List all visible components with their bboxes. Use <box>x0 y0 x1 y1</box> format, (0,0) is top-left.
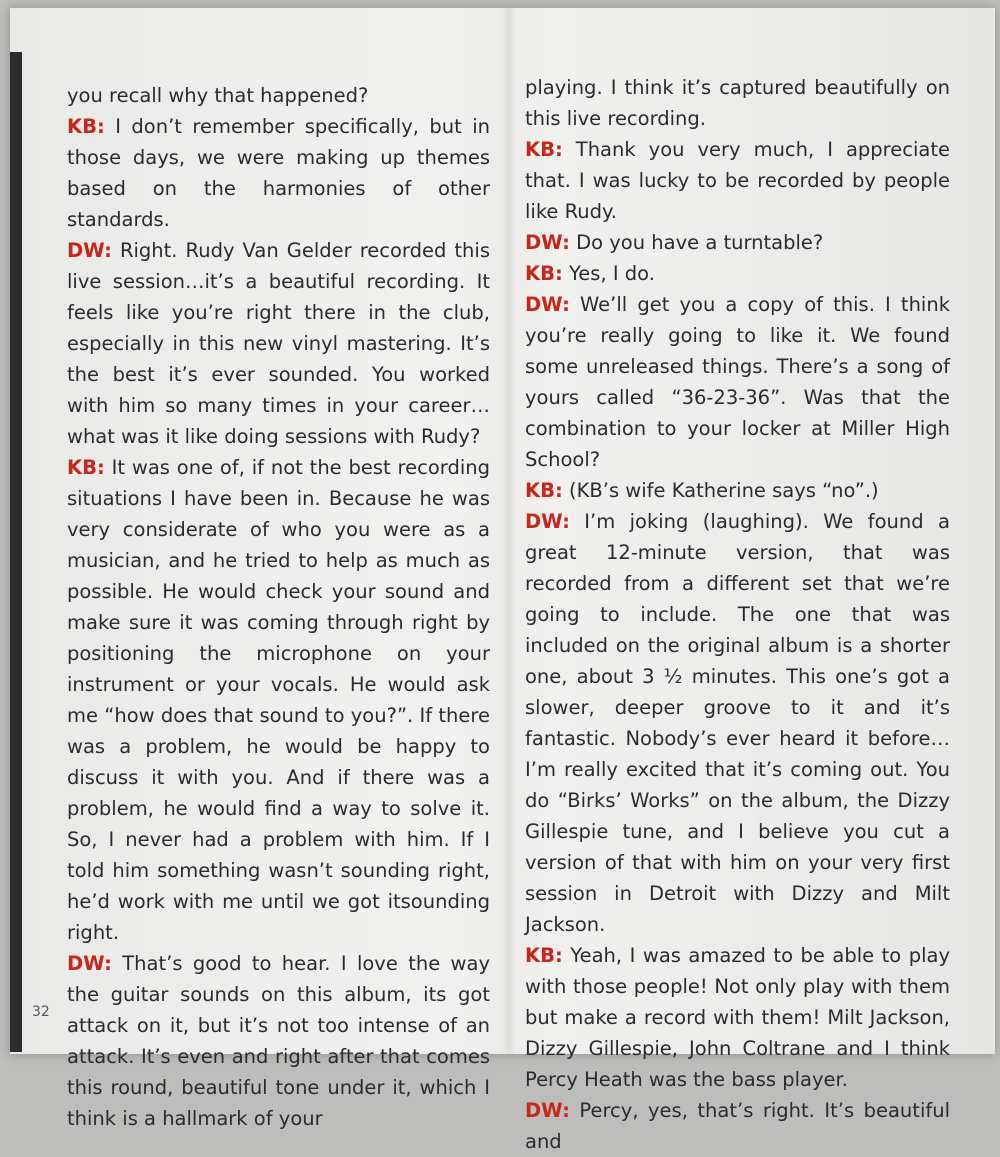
paragraph <box>525 258 950 289</box>
speaker-label: DW: <box>525 231 570 254</box>
paragraph-text: I don’t remember specifically, but in those days, we were making up themes based on the harmonies of other standards. <box>67 115 490 231</box>
paragraph <box>525 227 950 258</box>
booklet-spread <box>10 8 995 1153</box>
paragraph <box>525 289 950 475</box>
paragraph <box>67 235 490 452</box>
speaker-label: KB: <box>67 115 105 138</box>
paragraph-text: (KB’s wife Katherine says “no”.) <box>562 479 879 502</box>
paragraph-text: Percy, yes, that’s right. It’s beautiful and <box>525 1099 950 1153</box>
booklet-spine <box>502 8 516 1054</box>
paragraph-text: Yes, I do. <box>562 262 655 285</box>
paragraph <box>67 948 490 1134</box>
speaker-label: KB: <box>67 456 105 479</box>
paragraph <box>525 506 950 940</box>
paragraph <box>67 80 490 111</box>
right-column <box>525 72 950 1157</box>
paragraph-text: Thank you very much, I appreciate that. I was lucky to be recorded by people like Rudy. <box>525 138 950 223</box>
paragraph-text: That’s good to hear. I love the way the guitar sounds on this album, its got attack on it, but it’s not too intense of an attack. It’s even and right after that comes this round, beautiful tone under it, which I think is a hallmark of your <box>67 952 490 1130</box>
paragraph-text: you recall why that happened? <box>67 84 369 107</box>
paragraph-text: We’ll get you a copy of this. I think you’re really going to like it. We found some unreleased things. There’s a song of yours called “36-23-36”. Was that the combination to your locker at Miller High School? <box>525 293 950 471</box>
speaker-label: DW: <box>525 293 570 316</box>
paragraph <box>525 134 950 227</box>
paragraph-text: I’m joking (laughing). We found a great 12-minute version, that was recorded from a different set that we’re going to include. The one that was included on the original album is a shorter one, about 3 ½ minutes. This one’s got a slower, deeper groove to it and it’s fantastic. Nobody’s ever heard it before…I’m really excited that it’s coming out. You do “Birks’ Works” on the album, the Dizzy Gillespie tune, and I believe you cut a version of that with him on your very first session in Detroit with Dizzy and Milt Jackson. <box>525 510 950 936</box>
page-edge-shadow <box>10 52 22 1052</box>
paragraph-text: Right. Rudy Van Gelder recorded this live session…it’s a beautiful recording. It feels like you’re right there in the club, especially in this new vinyl mastering. It’s the best it’s ever sounded. You worked with him so many times in your career…what was it like doing sessions with Rudy? <box>67 239 490 448</box>
page-number: 32 <box>32 1004 50 1020</box>
paragraph-text: playing. I think it’s captured beautifully on this live recording. <box>525 76 950 130</box>
left-column <box>67 80 490 1134</box>
speaker-label: DW: <box>525 510 570 533</box>
paragraph-text: Yeah, I was amazed to be able to play with those people! Not only play with them but make a record with them! Milt Jackson, Dizzy Gillespie, John Coltrane and I think Percy Heath was the bass player. <box>525 944 950 1091</box>
speaker-label: KB: <box>525 944 563 967</box>
paragraph-text: It was one of, if not the best recording situations I have been in. Because he was very considerate of who you were as a musician, and he tried to help as much as possible. He would check your sound and make sure it was coming through right by positioning the microphone on your instrument or your vocals. He would ask me “how does that sound to you?”. If there was a problem, he would be happy to discuss it with you. And if there was a problem, he would find a way to solve it. So, I never had a problem with him. If I told him something wasn’t sounding right, he’d work with me until we got itsounding right. <box>67 456 490 944</box>
speaker-label: KB: <box>525 479 563 502</box>
paragraph <box>525 1095 950 1157</box>
speaker-label: KB: <box>525 138 563 161</box>
speaker-label: DW: <box>67 239 112 262</box>
paragraph <box>525 940 950 1095</box>
paragraph <box>525 72 950 134</box>
speaker-label: DW: <box>67 952 112 975</box>
paragraph <box>525 475 950 506</box>
speaker-label: DW: <box>525 1099 570 1122</box>
paragraph <box>67 111 490 235</box>
paragraph <box>67 452 490 948</box>
paragraph-text: Do you have a turntable? <box>569 231 824 254</box>
speaker-label: KB: <box>525 262 563 285</box>
